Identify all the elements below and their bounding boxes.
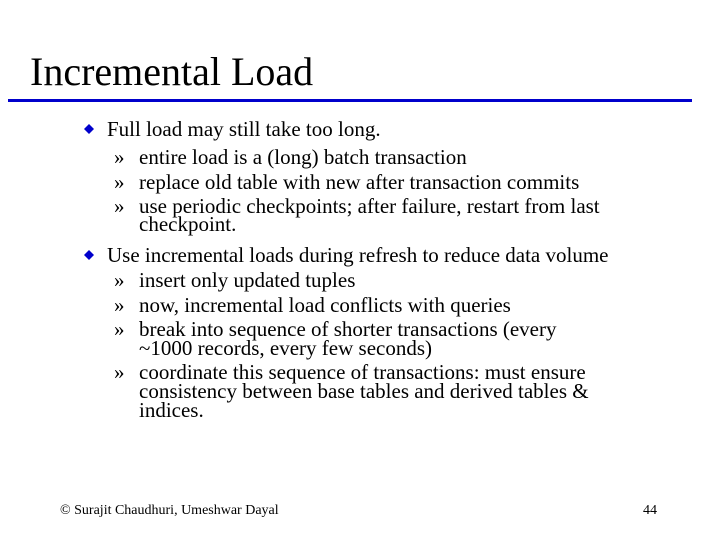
sub-bullet-text: break into sequence of shorter transactions (every xyxy=(139,317,557,341)
sub-bullet-text-continued: checkpoint. xyxy=(139,212,237,236)
sub-bullet-marker: » xyxy=(114,268,125,292)
slide-title: Incremental Load xyxy=(30,49,314,94)
sub-bullet-text-continued: indices. xyxy=(139,398,204,422)
sub-bullet-marker: » xyxy=(114,317,125,341)
sub-bullet-text: entire load is a (long) batch transaction xyxy=(139,145,467,169)
page-number: 44 xyxy=(643,503,657,518)
sub-bullet-marker: » xyxy=(114,360,125,384)
footer-copyright: © Surajit Chaudhuri, Umeshwar Dayal xyxy=(60,503,279,518)
sub-bullet-marker: » xyxy=(114,293,125,317)
sub-bullet-text: insert only updated tuples xyxy=(139,268,356,292)
sub-bullet-marker: » xyxy=(114,170,125,194)
sub-bullet-text: now, incremental load conflicts with queries xyxy=(139,293,511,317)
diamond-bullet-icon xyxy=(84,124,94,134)
sub-bullet-text-continued: ~1000 records, every few seconds) xyxy=(139,336,433,360)
bullet-text: Use incremental loads during refresh to reduce data volume xyxy=(107,243,609,267)
sub-bullet-marker: » xyxy=(114,194,125,218)
sub-bullet-text: coordinate this sequence of transactions: must ensure xyxy=(139,360,586,384)
sub-bullet-text-continued: consistency between base tables and derived tables & xyxy=(139,379,589,403)
sub-bullet-text: use periodic checkpoints; after failure, restart from last xyxy=(139,194,600,218)
bullet-text: Full load may still take too long. xyxy=(107,117,381,141)
title-rule xyxy=(8,99,692,102)
sub-bullet-marker: » xyxy=(114,145,125,169)
diamond-bullet-icon xyxy=(84,250,94,260)
sub-bullet-text: replace old table with new after transaction commits xyxy=(139,170,580,194)
